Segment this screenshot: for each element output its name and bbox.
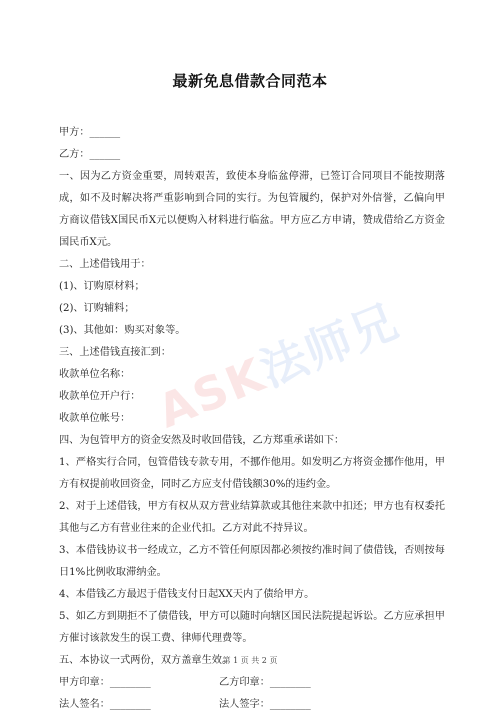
party-b-seal: 乙方印章：________ (219, 677, 311, 688)
page-number: 第 1 页 共 2 页 (222, 656, 278, 665)
clause-3-heading: 三、上述借钱直接汇到： (59, 347, 172, 358)
party-b-line: 乙方：______ (59, 149, 121, 160)
clause-3-item-1: 收款单位名称： (59, 369, 131, 380)
clause-3-item-2: 收款单位开户行： (59, 391, 141, 402)
clause-2-item-3: (3)、其他如：购买对象等。 (59, 325, 186, 336)
party-a-signature: 法人签名：________ (59, 699, 151, 710)
clause-1: 一、因为乙方资金重要，周转艰苦，致使本身临盆停滞，已签订合同项目不能按期落成，如不及时解决将严重影响到合同的实行。为包管履约，保护对外信誉，乙偏向甲方商议借钱X国民币X元以便购入材料进行临盆。甲方应乙方申请，赞成借给乙方资金国民币X元。 (59, 171, 445, 248)
party-b-signature: 法人签字：________ (219, 699, 311, 710)
contract-body (59, 122, 445, 716)
clause-4-item-5: 5、如乙方到期拒不了债借钱，甲方可以随时向辖区国民法院提起诉讼。乙方应承担甲方催讨该款发生的误工费、律师代理费等。 (59, 611, 445, 644)
party-a-seal: 甲方印章：________ (59, 677, 151, 688)
clause-2-item-1: (1)、订购原材料； (59, 281, 145, 292)
clause-2-heading: 二、上述借钱用于： (59, 259, 151, 270)
seal-row (59, 672, 445, 694)
document-title: 最新免息借款合同范本 (172, 72, 328, 90)
clause-3-item-3: 收款单位帐号： (59, 413, 131, 424)
clause-4-item-4: 4、本借钱乙方最迟于借钱支付日起XX天内了债给甲方。 (59, 589, 315, 600)
clause-2-item-2: (2)、订购辅料； (59, 303, 135, 314)
clause-5: 五、本协议一式两份，双方盖章生效。 (59, 655, 233, 666)
clause-4-item-3: 3、本借钱协议书一经成立，乙方不管任何原因都必须按约准时间了债借钱，否则按每日1%比例收取滞纳金。 (59, 545, 445, 578)
watermark-logo: ASK法师兄 (150, 293, 407, 439)
signature-row (59, 694, 445, 716)
clause-4-heading: 四、为包管甲方的资金安然及时收回借钱，乙方郑重承诺如下： (59, 435, 345, 446)
party-a-line: 甲方：______ (59, 127, 121, 138)
clause-4-item-2: 2、对于上述借钱，甲方有权从双方营业结算款或其他往来款中扣还；甲方也有权委托其他与乙方有营业往来的企业代扣。乙方对此不持异议。 (59, 501, 445, 534)
clause-4-item-1: 1、严格实行合同，包管借钱专款专用，不挪作他用。如发明乙方将资金挪作他用，甲方有权提前收回资金，同时乙方应支付借钱额30%的违约金。 (59, 457, 445, 490)
